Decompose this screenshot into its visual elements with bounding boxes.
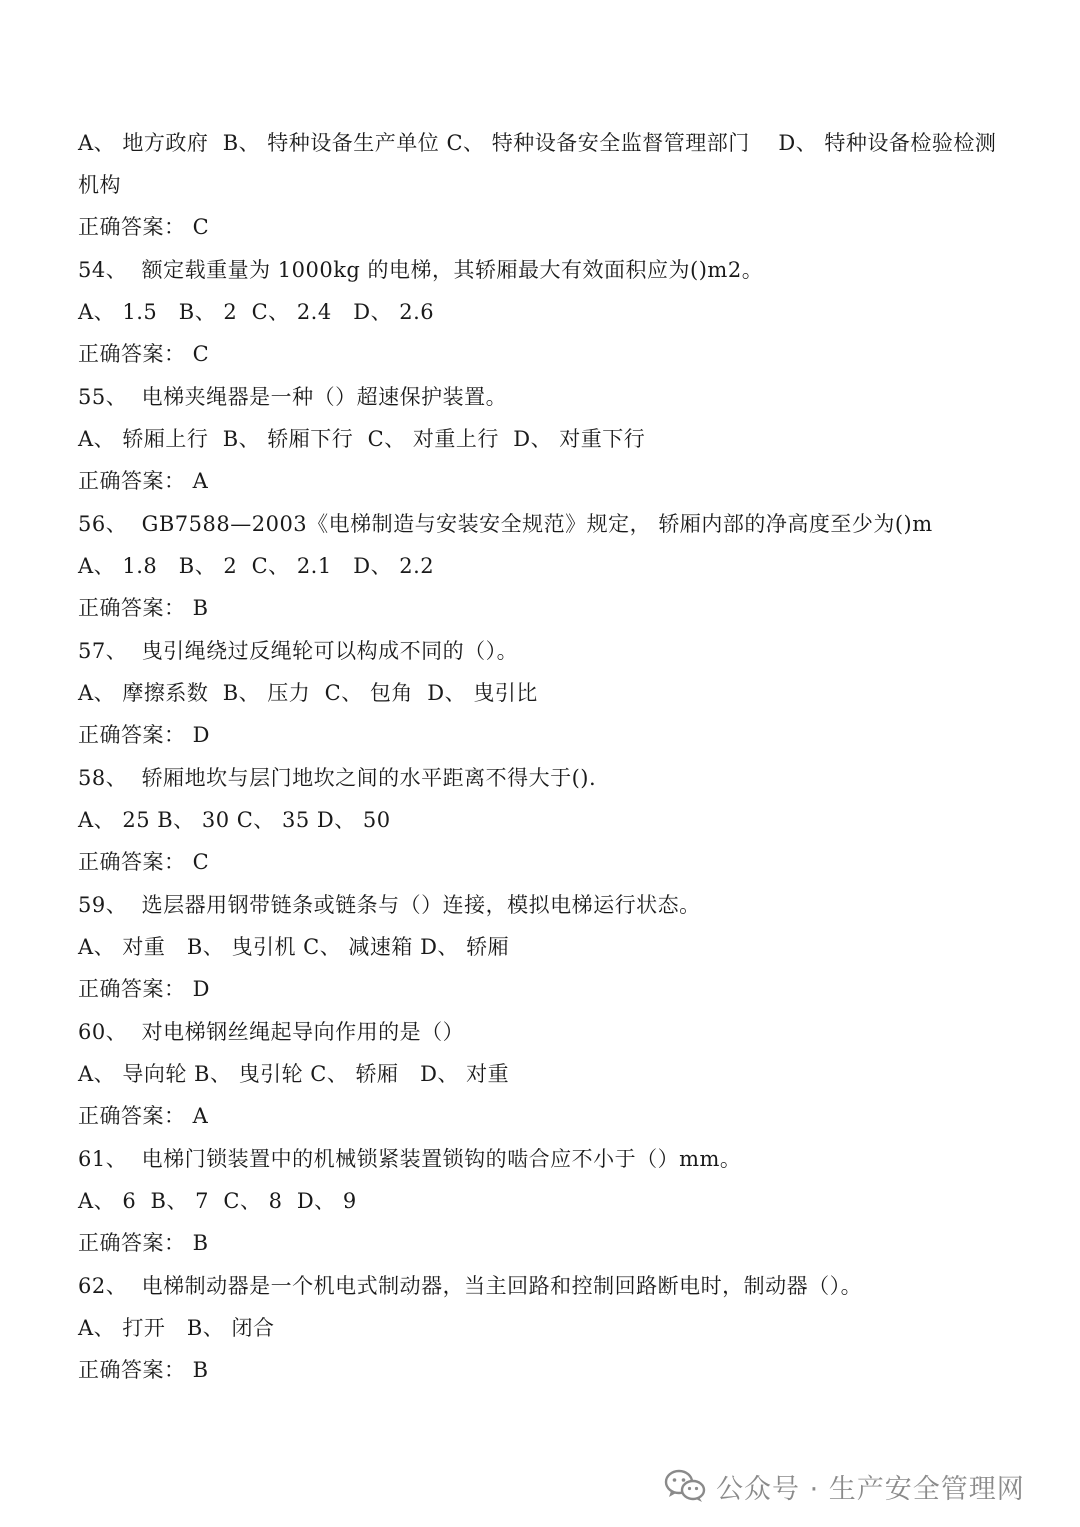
option-line-53: A、 地方政府 B、 特种设备生产单位 C、 特种设备安全监督管理部门 D、 特种设备检验检测机构 — [78, 131, 997, 197]
question-61: 61、 电梯门锁装置中的机械锁紧装置锁钩的啮合应不小于（）mm。 — [78, 1147, 742, 1171]
option-line-54: A、 1.5 B、 2 C、 2.4 D、 2.6 — [78, 300, 435, 324]
answer-line-62: 正确答案： B — [78, 1358, 209, 1382]
option-line-57: A、 摩擦系数 B、 压力 C、 包角 D、 曳引比 — [78, 681, 538, 705]
answer-line-56: 正确答案： B — [78, 596, 209, 620]
option-line-56: A、 1.8 B、 2 C、 2.1 D、 2.2 — [78, 554, 435, 578]
question-59: 59、 选层器用钢带链条或链条与（）连接，模拟电梯运行状态。 — [78, 893, 701, 917]
question-60: 60、 对电梯钢丝绳起导向作用的是（） — [78, 1020, 465, 1044]
answer-line-60: 正确答案： A — [78, 1104, 209, 1128]
option-line-60: A、 导向轮 B、 曳引轮 C、 轿厢 D、 对重 — [78, 1062, 510, 1086]
option-line-55: A、 轿厢上行 B、 轿厢下行 C、 对重上行 D、 对重下行 — [78, 427, 646, 451]
answer-line-61: 正确答案： B — [78, 1231, 209, 1255]
option-line-59: A、 对重 B、 曳引机 C、 减速箱 D、 轿厢 — [78, 935, 510, 959]
question-54: 54、 额定载重量为 1000kg 的电梯，其轿厢最大有效面积应为()m2。 — [78, 258, 764, 282]
option-line-62: A、 打开 B、 闭合 — [78, 1316, 275, 1340]
wechat-icon — [664, 1469, 706, 1503]
question-57: 57、 曳引绳绕过反绳轮可以构成不同的（）。 — [78, 639, 519, 663]
option-line-61: A、 6 B、 7 C、 8 D、 9 — [78, 1189, 357, 1213]
question-58: 58、 轿厢地坎与层门地坎之间的水平距离不得大于(). — [78, 766, 597, 790]
question-55: 55、 电梯夹绳器是一种（）超速保护装置。 — [78, 385, 508, 409]
answer-line-59: 正确答案： D — [78, 977, 211, 1001]
answer-line-57: 正确答案： D — [78, 723, 211, 747]
answer-line-54: 正确答案： C — [78, 342, 210, 366]
option-line-58: A、 25 B、 30 C、 35 D、 50 — [78, 808, 391, 832]
question-56: 56、 GB7588—2003《电梯制造与安装安全规范》规定， 轿厢内部的净高度至少为()m — [78, 512, 933, 536]
answer-line-58: 正确答案： C — [78, 850, 210, 874]
answer-line-53: 正确答案： C — [78, 215, 210, 239]
watermark-text: 公众号 · 生产安全管理网 — [716, 1473, 1025, 1505]
answer-line-55: 正确答案： A — [78, 469, 209, 493]
watermark — [664, 1462, 1025, 1510]
question-62: 62、 电梯制动器是一个机电式制动器，当主回路和控制回路断电时，制动器（）。 — [78, 1274, 863, 1298]
